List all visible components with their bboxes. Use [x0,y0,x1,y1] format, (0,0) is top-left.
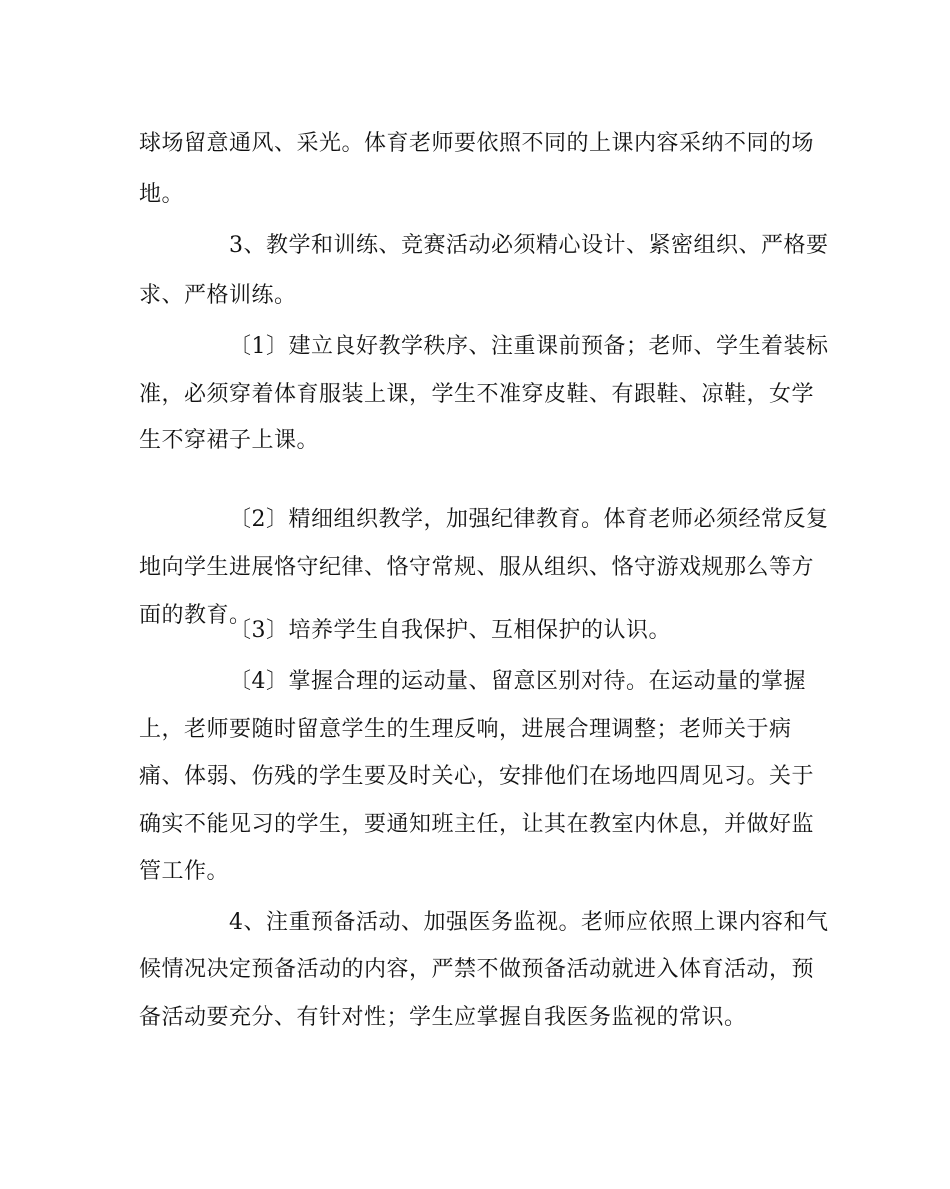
text-line: 地向学生进展恪守纪律、恪守常规、服从组织、恪守游戏规那么等方 [139,555,815,580]
text-line: 痛、体弱、伤残的学生要及时关心，安排他们在场地四周见习。关于 [139,764,815,789]
text-line: 管工作。 [139,859,230,884]
text-line: 确实不能见习的学生，要通知班主任，让其在教室内休息，并做好监 [139,812,815,837]
text-line: 备活动要充分、有针对性；学生应掌握自我医务监视的常识。 [139,1005,747,1030]
text-line: 候情况决定预备活动的内容，严禁不做预备活动就进入体育活动，预 [139,957,815,982]
text-line: 准，必须穿着体育服装上课，学生不准穿皮鞋、有跟鞋、凉鞋，女学 [139,382,815,407]
text-line: 3、教学和训练、竞赛活动必须精心设计、紧密组织、严格要 [229,233,829,258]
text-line: 生不穿裙子上课。 [139,428,320,453]
text-line: 球场留意通风、采光。体育老师要依照不同的上课内容采纳不同的场 [139,131,815,156]
text-line: 〔4〕掌握合理的运动量、留意区别对待。在运动量的掌握 [229,669,806,694]
text-line: 地。 [139,182,185,207]
text-line: 求、严格训练。 [139,283,297,308]
text-line: 〔3〕培养学生自我保护、互相保护的认识。 [229,618,671,643]
text-line: 〔2〕精细组织教学，加强纪律教育。体育老师必须经常反复 [229,507,829,532]
text-line: 面的教育。 [139,603,252,628]
text-line: 4、注重预备活动、加强医务监视。老师应依照上课内容和气 [229,910,829,935]
text-line: 上，老师要随时留意学生的生理反响，进展合理调整；老师关于病 [139,717,792,742]
text-line: 〔1〕建立良好教学秩序、注重课前预备；老师、学生着装标 [229,334,829,359]
